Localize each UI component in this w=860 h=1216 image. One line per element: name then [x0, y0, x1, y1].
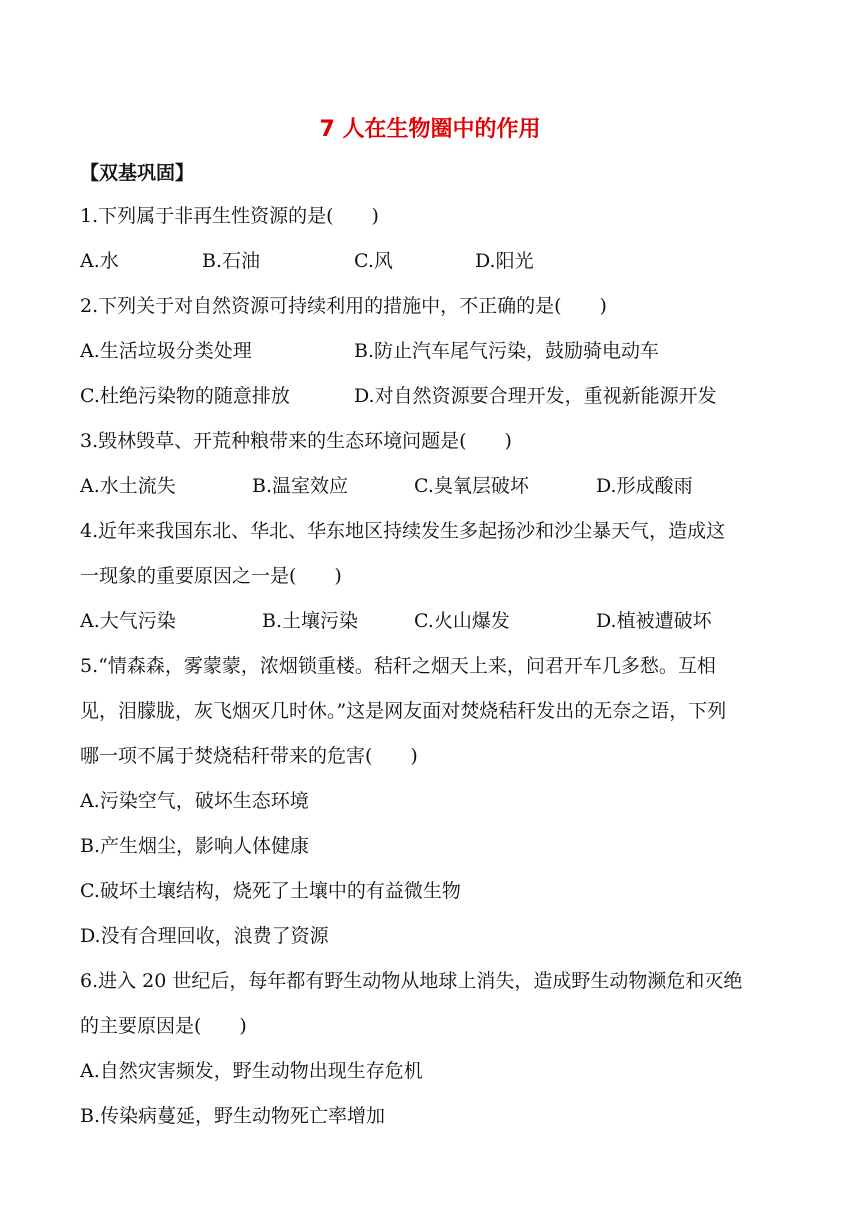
- question-6-option-a: A.自然灾害频发，野生动物出现生存危机: [80, 1060, 423, 1082]
- question-5-option-d: D.没有合理回收，浪费了资源: [80, 925, 329, 947]
- question-5-stem-line-1: 5.“情森森，雾蒙蒙，浓烟锁重楼。秸秆之烟天上来，问君开车几多愁。互相: [80, 655, 716, 677]
- question-2-stem: 2.下列关于对自然资源可持续利用的措施中，不正确的是( ): [80, 295, 607, 317]
- question-6-stem-line-1: 6.进入 20 世纪后，每年都有野生动物从地球上消失，造成野生动物濒危和灭绝: [80, 970, 743, 992]
- question-4-stem-line-2: 一现象的重要原因之一是( ): [80, 565, 342, 587]
- question-2-option-c: C.杜绝污染物的随意排放: [80, 385, 290, 407]
- question-2-options-row-2: [80, 384, 800, 408]
- question-3-option-a: A.水土流失: [80, 475, 176, 497]
- question-1-option-a: A.水: [80, 250, 119, 272]
- question-4-options: [80, 609, 800, 633]
- question-3-option-c: C.臭氧层破坏: [414, 475, 529, 497]
- question-5-stem-line-3: 哪一项不属于焚烧秸秆带来的危害( ): [80, 745, 418, 767]
- question-2-options-row-1: [80, 339, 800, 363]
- question-5-stem-line-2: 见，泪朦胧，灰飞烟灭几时休。”这是网友面对焚烧秸秆发出的无奈之语，下列: [80, 700, 727, 722]
- section-heading: 【双基巩固】: [80, 162, 195, 184]
- question-4-option-d: D.植被遭破坏: [596, 610, 712, 632]
- question-1-options: [80, 249, 800, 273]
- question-1-option-c: C.风: [354, 250, 393, 272]
- question-5-option-a: A.污染空气，破坏生态环境: [80, 790, 309, 812]
- question-4-option-c: C.火山爆发: [414, 610, 510, 632]
- question-1-stem: 1.下列属于非再生性资源的是( ): [80, 205, 379, 227]
- question-3-option-d: D.形成酸雨: [596, 475, 693, 497]
- question-3-stem: 3.毁林毁草、开荒种粮带来的生态环境问题是( ): [80, 430, 512, 452]
- question-4-option-b: B.土壤污染: [262, 610, 359, 632]
- question-6-stem-line-2: 的主要原因是( ): [80, 1015, 247, 1037]
- question-4-stem-line-1: 4.近年来我国东北、华北、华东地区持续发生多起扬沙和沙尘暴天气，造成这: [80, 520, 726, 542]
- question-5-option-c: C.破坏土壤结构，烧死了土壤中的有益微生物: [80, 880, 461, 902]
- question-4-option-a: A.大气污染: [80, 610, 176, 632]
- question-1-option-d: D.阳光: [475, 250, 534, 272]
- question-1-option-b: B.石油: [202, 250, 261, 272]
- question-5-option-b: B.产生烟尘，影响人体健康: [80, 835, 310, 857]
- question-2-option-b: B.防止汽车尾气污染，鼓励骑电动车: [354, 340, 660, 362]
- question-2-option-a: A.生活垃圾分类处理: [80, 340, 252, 362]
- question-6-option-b: B.传染病蔓延，野生动物死亡率增加: [80, 1105, 386, 1127]
- question-2-option-d: D.对自然资源要合理开发，重视新能源开发: [354, 385, 717, 407]
- page-title: 7 人在生物圈中的作用: [319, 117, 541, 142]
- question-3-option-b: B.温室效应: [252, 475, 349, 497]
- question-3-options: [80, 474, 800, 498]
